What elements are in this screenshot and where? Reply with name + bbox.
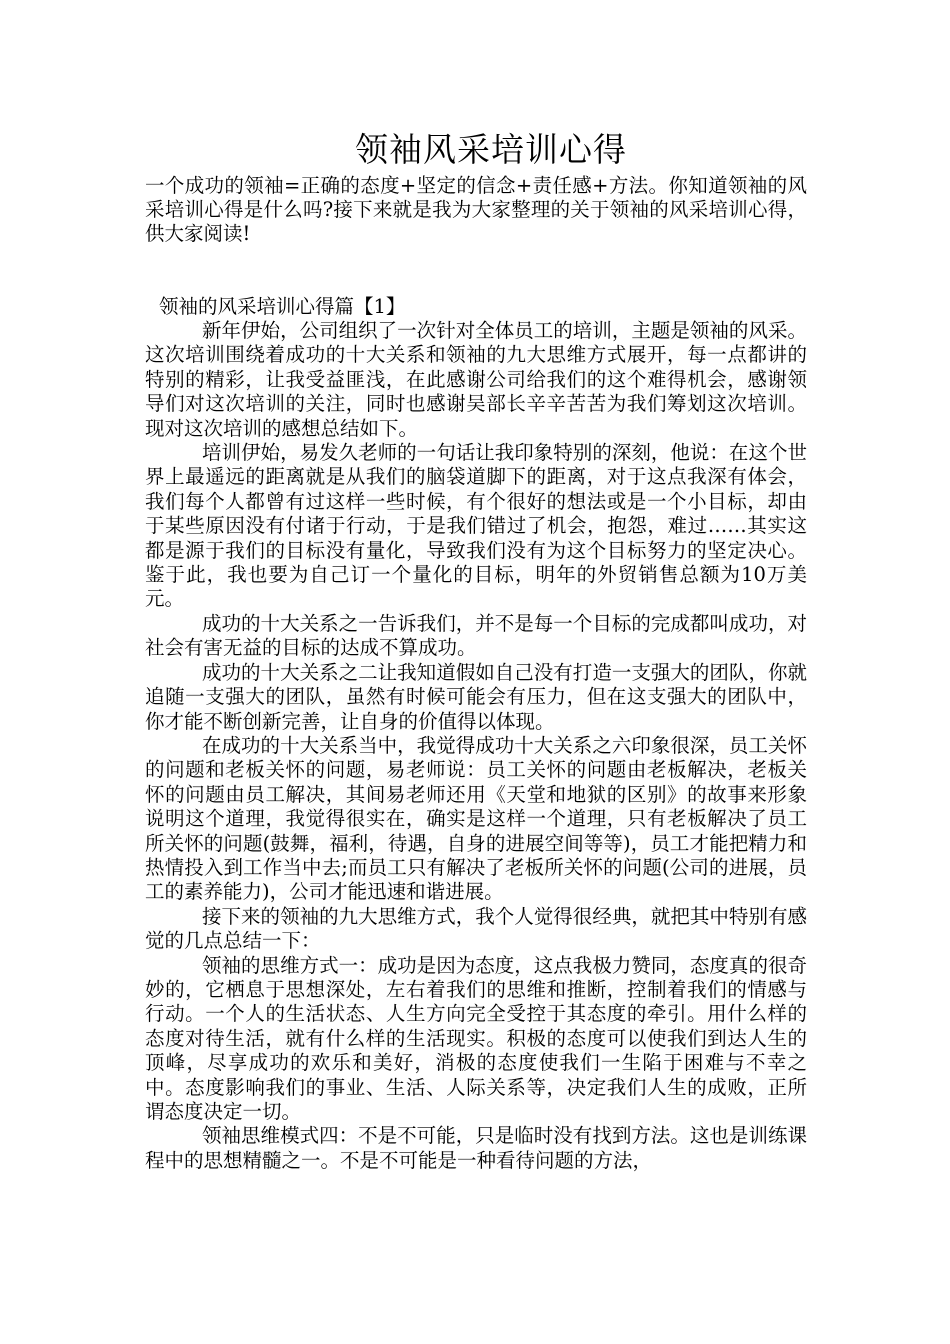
body-paragraph: 培训伊始，易发久老师的一句话让我印象特别的深刻，他说：在这个世界上最遥远的距离就是从我们的脑袋道脚下的距离，对于这点我深有体会，我们每个人都曾有过这样一些时候，有个很好的想法或是一个小目标，却由于某些原因没有付诸于行动，于是我们错过了机会，抱怨，难过……其实这都是源于我们的目标没有量化，导致我们没有为这个目标努力的坚定决心。鉴于此，我也要为自己订一个量化的目标，明年的外贸销售总额为10万美元。: [145, 441, 807, 611]
document-page: [145, 128, 807, 1173]
body-paragraph: 新年伊始，公司组织了一次针对全体员工的培训，主题是领袖的风采。这次培训围绕着成功的十大关系和领袖的九大思维方式展开，每一点都讲的特别的精彩，让我受益匪浅，在此感谢公司给我们的这个难得机会，感谢领导们对这次培训的关注，同时也感谢吴部长辛辛苦苦为我们筹划这次培训。现对这次培训的感想总结如下。: [145, 319, 807, 440]
body-paragraph: 成功的十大关系之二让我知道假如自己没有打造一支强大的团队，你就追随一支强大的团队，虽然有时候可能会有压力，但在这支强大的团队中，你才能不断创新完善，让自身的价值得以体现。: [145, 660, 807, 733]
document-title: 领袖风采培训心得: [355, 130, 627, 169]
intro-paragraph: 一个成功的领袖=正确的态度+坚定的信念+责任感+方法。你知道领袖的风采培训心得是什么吗?接下来就是我为大家整理的关于领袖的风采培训心得，供大家阅读!: [145, 174, 807, 245]
section-heading: 领袖的风采培训心得篇【1】: [159, 295, 406, 318]
body-paragraph: 在成功的十大关系当中，我觉得成功十大关系之六印象很深，员工关怀的问题和老板关怀的问题，易老师说：员工关怀的问题由老板解决，老板关怀的问题由员工解决，其间易老师还用《天堂和地狱的区别》的故事来形象说明这个道理，我觉得很实在，确实是这样一个道理，只有老板解决了员工所关怀的问题(鼓舞，福利，待遇，自身的进展空间等等)，员工才能把精力和热情投入到工作当中去;而员工只有解决了老板所关怀的问题(公司的进展，员工的素养能力)，公司才能迅速和谐进展。: [145, 733, 807, 904]
body-paragraph: 成功的十大关系之一告诉我们，并不是每一个目标的完成都叫成功，对社会有害无益的目标的达成不算成功。: [145, 611, 807, 660]
body-paragraph: 领袖的思维方式一：成功是因为态度，这点我极力赞同，态度真的很奇妙的，它栖息于思想深处，左右着我们的思维和推断，控制着我们的情感与行动。一个人的生活状态、人生方向完全受控于其态度的牵引。用什么样的态度对待生活，就有什么样的生活现实。积极的态度可以使我们到达人生的顶峰，尽享成功的欢乐和美好，消极的态度使我们一生陷于困难与不幸之中。态度影响我们的事业、生活、人际关系等，决定我们人生的成败，正所谓态度决定一切。: [145, 953, 807, 1123]
body-paragraph: 领袖思维模式四：不是不可能，只是临时没有找到方法。这也是训练课程中的思想精髓之一。不是不可能是一种看待问题的方法，: [145, 1124, 807, 1172]
body-paragraph: 接下来的领袖的九大思维方式，我个人觉得很经典，就把其中特别有感觉的几点总结一下：: [145, 904, 807, 953]
